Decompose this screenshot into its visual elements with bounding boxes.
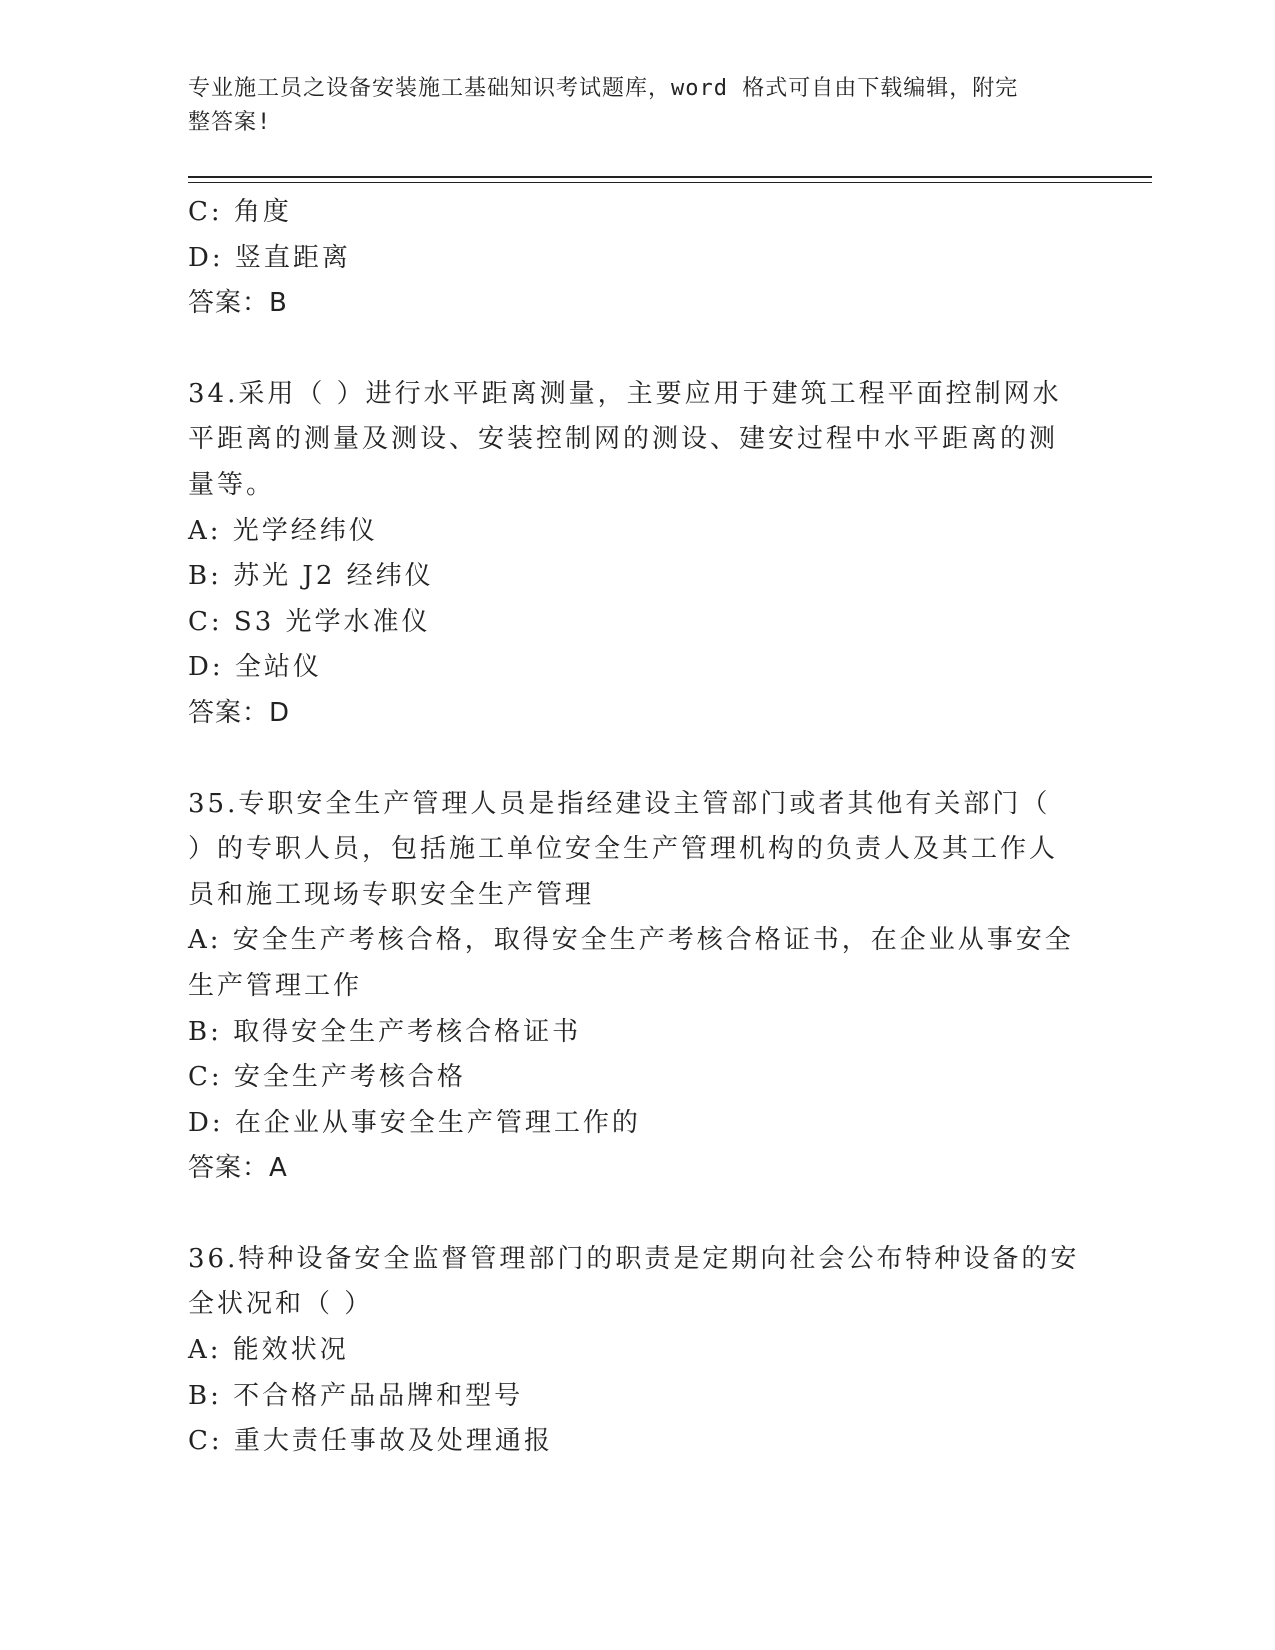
question-stem-line: 35.专职安全生产管理人员是指经建设主管部门或者其他有关部门（ — [188, 788, 1051, 819]
question-stem-line: ）的专职人员，包括施工单位安全生产管理机构的负责人及其工作人 — [188, 834, 1059, 865]
question-stem-line: 全状况和（ ） — [188, 1289, 374, 1320]
question-list — [188, 190, 1088, 1465]
question-stem-line: 34.采用（ ）进行水平距离测量，主要应用于建筑工程平面控制网水 — [188, 378, 1062, 409]
option-b: B: 取得安全生产考核合格证书 — [188, 1016, 582, 1047]
question-stem-line: 量等。 — [188, 469, 276, 500]
option-d: D: 竖直距离 — [188, 242, 351, 273]
option-a: A: 光学经纬仪 — [188, 515, 378, 546]
option-a-continued: 生产管理工作 — [188, 970, 363, 1001]
header-line-1: 专业施工员之设备安装施工基础知识考试题库，word 格式可自由下载编辑，附完 — [188, 76, 1019, 101]
document-header — [188, 72, 1068, 140]
option-b: B: 苏光 J2 经纬仪 — [188, 561, 434, 592]
question-stem-line: 平距离的测量及测设、安装控制网的测设、建安过程中水平距离的测 — [188, 424, 1059, 455]
option-a: A: 安全生产考核合格，取得安全生产考核合格证书，在企业从事安全 — [188, 925, 1074, 956]
question-35 — [188, 782, 1088, 1192]
header-rule-thin — [188, 182, 1152, 183]
answer: 答案：B — [188, 288, 288, 319]
question-stem-line: 员和施工现场专职安全生产管理 — [188, 879, 595, 910]
question-36 — [188, 1237, 1088, 1465]
header-line-2: 整答案! — [188, 110, 272, 135]
option-c: C: 角度 — [188, 197, 292, 227]
question-stem-line: 36.特种设备安全监督管理部门的职责是定期向社会公布特种设备的安 — [188, 1243, 1080, 1274]
question-34 — [188, 372, 1088, 737]
option-c: C: 重大责任事故及处理通报 — [188, 1426, 553, 1457]
option-c: C: 安全生产考核合格 — [188, 1062, 466, 1093]
answer: 答案：A — [188, 1153, 288, 1184]
option-a: A: 能效状况 — [188, 1335, 349, 1366]
question-33-tail — [188, 190, 1088, 327]
option-d: D: 全站仪 — [188, 652, 322, 683]
answer: 答案：D — [188, 697, 291, 728]
option-d: D: 在企业从事安全生产管理工作的 — [188, 1107, 641, 1138]
option-b: B: 不合格产品品牌和型号 — [188, 1380, 524, 1411]
option-c: C: S3 光学水准仪 — [188, 606, 431, 637]
header-rule-thick — [188, 176, 1152, 178]
